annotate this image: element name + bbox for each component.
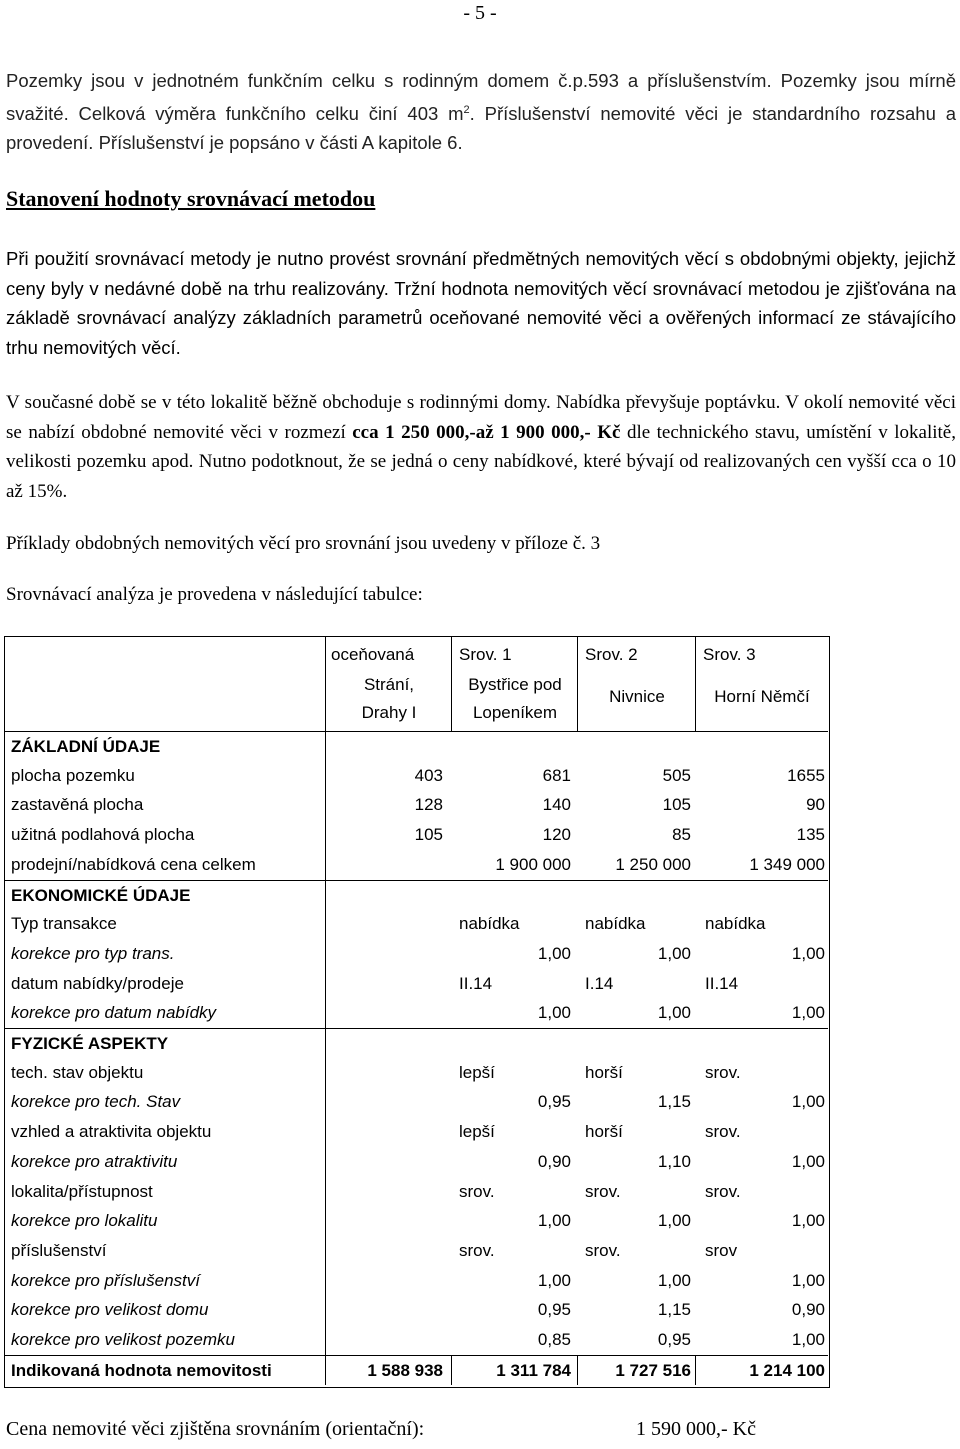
method-paragraph: Při použití srovnávací metody je nutno provést srovnání předmětných nemovitých věcí s obdobnými objekty, jejichž ceny byly v nedávné době na trhu realizovány. Tržní hodnota nemovitých věcí srovnávací metodou je zjišťována na základě srovnávací analýzy základních parametrů oceňované nemovité věci a ověřených informací ze stávajícího trhu nemovitých věcí. [6, 248, 956, 358]
table-cell: srov. [705, 1122, 741, 1142]
label-column-rule [325, 1355, 326, 1385]
row-label: korekce pro velikost pozemku [11, 1330, 235, 1349]
table-cell: 1,00 [657, 943, 691, 963]
table-cell: srov. [705, 1062, 741, 1082]
comparison-table [4, 636, 830, 1388]
row-label: vzhled a atraktivita objektu [11, 1122, 212, 1142]
table-cell: 1,00 [791, 1211, 825, 1231]
table-row [5, 850, 828, 880]
table-cell: 1,00 [791, 943, 825, 963]
row-label: užitná podlahová plocha [11, 825, 195, 845]
row-label: EKONOMICKÉ ÚDAJE [11, 885, 191, 905]
table-intro: Srovnávací analýza je provedena v následující tabulce: [6, 584, 423, 605]
table-cell: 1,00 [791, 1003, 825, 1023]
header-subject-line: Strání, [363, 675, 415, 694]
table-cell: 1,10 [657, 1151, 691, 1171]
table-cell: 1,00 [537, 1003, 571, 1023]
row-label: korekce pro lokalitu [11, 1211, 158, 1231]
header-divider [695, 637, 696, 731]
result-label: Cena nemovité věci zjištěna srovnáním (orientační): [6, 1418, 425, 1440]
row-label: korekce pro datum nabídky [11, 1003, 217, 1023]
table-row [5, 761, 828, 791]
table-row [5, 1206, 828, 1236]
row-label: korekce pro tech. Stav [11, 1092, 181, 1112]
table-cell: 1,00 [791, 1330, 825, 1349]
table-cell: 1 214 100 [749, 1360, 825, 1380]
table-cell: 0,95 [537, 1300, 571, 1320]
table-cell: horší [585, 1062, 623, 1082]
table-row [5, 1087, 828, 1117]
row-label: příslušenství [11, 1240, 107, 1260]
row-label: korekce pro příslušenství [11, 1270, 200, 1290]
table-cell: srov [705, 1240, 738, 1260]
table-cell: 403 [414, 765, 443, 785]
table-cell: 505 [662, 765, 691, 785]
table-cell: 1,15 [657, 1300, 691, 1320]
table-cell: 0,85 [537, 1330, 571, 1349]
table-cell: 90 [806, 795, 825, 815]
table-row [5, 1028, 828, 1059]
table-row [5, 1295, 828, 1325]
table-cell: nabídka [585, 914, 646, 934]
table-cell: 1,00 [791, 1092, 825, 1112]
intro-paragraph [6, 66, 956, 158]
table-cell: I.14 [585, 973, 614, 993]
row-label: korekce pro velikost domu [11, 1300, 209, 1320]
table-cell: 128 [414, 795, 443, 815]
examples-sentence: Příklady obdobných nemovitých věcí pro srovnání jsou uvedeny v příloze č. 3 [6, 533, 601, 554]
table-cell: 1,00 [537, 1270, 571, 1290]
table-cell: 1655 [787, 765, 825, 785]
intro-text-2: . Příslušenství nemovité věci je standardního rozsahu a provedení. Příslušenství je popsáno v části A kapitole 6. [6, 102, 956, 154]
table-cell: 1,00 [657, 1003, 691, 1023]
market-text-2: dle technického stavu, umístění v lokalitě, velikosti pozemku apod. Nutno podotknout, že se jedná o ceny nabídkové, které bývají od realizovaných cen vyšší cca o 10 až 15%. [6, 421, 956, 502]
market-text-1: V současné době se v této lokalitě běžně obchoduje s rodinnými domy. Nabídka převyšuje poptávku. V okolí nemovité věci se nabízí obdobné nemovité věci v rozmezí [6, 392, 956, 443]
table-cell: 1,00 [791, 1151, 825, 1171]
table-row [5, 820, 828, 850]
header-srov1-line: Lopeníkem [472, 703, 558, 722]
header-srov1-label: Srov. 1 [459, 645, 512, 664]
table-row [5, 880, 828, 911]
row-label: FYZICKÉ ASPEKTY [11, 1034, 169, 1053]
table-header [5, 637, 828, 731]
header-srov2-label: Srov. 2 [585, 645, 638, 664]
row-label: prodejní/nabídková cena celkem [11, 854, 256, 874]
table-cell: II.14 [459, 973, 493, 993]
table-cell: 120 [542, 825, 571, 845]
label-column-rule [325, 880, 326, 1029]
header-srov1-line: Bystřice pod [468, 675, 562, 694]
table-cell: II.14 [705, 973, 739, 993]
total-divider [577, 1356, 578, 1386]
row-label: korekce pro typ trans. [11, 943, 175, 963]
table-row [5, 731, 828, 762]
header-subject-label: oceňovaná [331, 645, 415, 664]
table-cell: 105 [662, 795, 691, 815]
table-cell: 1,00 [657, 1211, 691, 1231]
header-divider [325, 637, 326, 731]
table-cell: 1,00 [791, 1270, 825, 1290]
header-srov2-location: Nivnice [609, 687, 665, 706]
header-srov3-label: Srov. 3 [703, 645, 756, 664]
header-srov3-location: Horní Němčí [714, 687, 810, 706]
section-heading: Stanovení hodnoty srovnávací metodou [6, 186, 376, 211]
row-label: tech. stav objektu [11, 1062, 144, 1082]
table-cell: 0,90 [791, 1300, 825, 1320]
table-cell: srov. [459, 1240, 495, 1260]
header-subject-line: Drahy I [361, 703, 417, 722]
row-label: datum nabídky/prodeje [11, 973, 184, 993]
row-label: Typ transakce [11, 914, 117, 934]
table-row [5, 969, 828, 999]
header-divider [577, 637, 578, 731]
table-cell: srov. [585, 1181, 621, 1201]
table-cell: nabídka [705, 914, 766, 934]
table-row [5, 1058, 828, 1088]
header-divider [451, 637, 452, 731]
table-cell: 140 [542, 795, 571, 815]
table-cell: 681 [542, 765, 571, 785]
table-cell: 135 [796, 825, 825, 845]
table-cell: 0,90 [537, 1151, 571, 1171]
table-cell: 1 588 938 [367, 1360, 443, 1380]
table-row [5, 1266, 828, 1296]
intro-text-1: Pozemky jsou v jednotném funkčním celku s rodinným domem č.p.593 a příslušenstvím. Pozemky jsou mírně svažité. Celková výměra funkčního celku činí 403 m [6, 70, 956, 124]
total-divider [695, 1356, 696, 1386]
table-cell: 1 349 000 [749, 854, 825, 874]
label-column-rule [325, 1028, 326, 1355]
header-subject-location [327, 671, 451, 727]
table-cell: lepší [459, 1062, 495, 1082]
row-label: ZÁKLADNÍ ÚDAJE [11, 737, 161, 756]
table-cell: 85 [672, 825, 691, 845]
table-cell: srov. [585, 1240, 621, 1260]
table-cell: 0,95 [537, 1092, 571, 1112]
table-cell: 1 250 000 [615, 854, 691, 874]
table-row [5, 1117, 828, 1147]
table-cell: 1,00 [657, 1270, 691, 1290]
table-cell: 1,15 [657, 1092, 691, 1112]
table-row [5, 1355, 828, 1386]
table-cell: 1 900 000 [495, 854, 571, 874]
page-number: - 5 - [463, 2, 497, 24]
table-cell: 1 727 516 [615, 1360, 691, 1380]
table-cell: srov. [459, 1181, 495, 1201]
table-row [5, 1177, 828, 1207]
price-range: cca 1 250 000,-až 1 900 000,- Kč [352, 421, 621, 443]
table-row [5, 790, 828, 820]
total-divider [451, 1356, 452, 1386]
label-column-rule [325, 731, 326, 880]
table-row [5, 909, 828, 939]
table-row [5, 1325, 828, 1355]
table-row [5, 1236, 828, 1266]
row-label: zastavěná plocha [11, 795, 144, 815]
row-label: lokalita/přístupnost [11, 1181, 153, 1201]
table-row [5, 939, 828, 969]
row-label: korekce pro atraktivitu [11, 1151, 178, 1171]
table-cell: lepší [459, 1122, 495, 1142]
row-label: Indikovaná hodnota nemovitosti [11, 1360, 272, 1380]
table-cell: 1 311 784 [496, 1360, 571, 1380]
market-paragraph [6, 388, 956, 506]
result-value: 1 590 000,- Kč [636, 1418, 756, 1440]
table-cell: 0,95 [657, 1330, 691, 1349]
table-cell: srov. [705, 1181, 741, 1201]
row-label: plocha pozemku [11, 765, 135, 785]
table-cell: horší [585, 1122, 623, 1142]
intro-superscript: 2 [463, 103, 470, 116]
table-cell: nabídka [459, 914, 520, 934]
table-cell: 105 [414, 825, 443, 845]
table-cell: 1,00 [537, 1211, 571, 1231]
header-srov1-location [453, 671, 577, 727]
table-row [5, 1147, 828, 1177]
table-row [5, 998, 828, 1028]
table-cell: 1,00 [537, 943, 571, 963]
